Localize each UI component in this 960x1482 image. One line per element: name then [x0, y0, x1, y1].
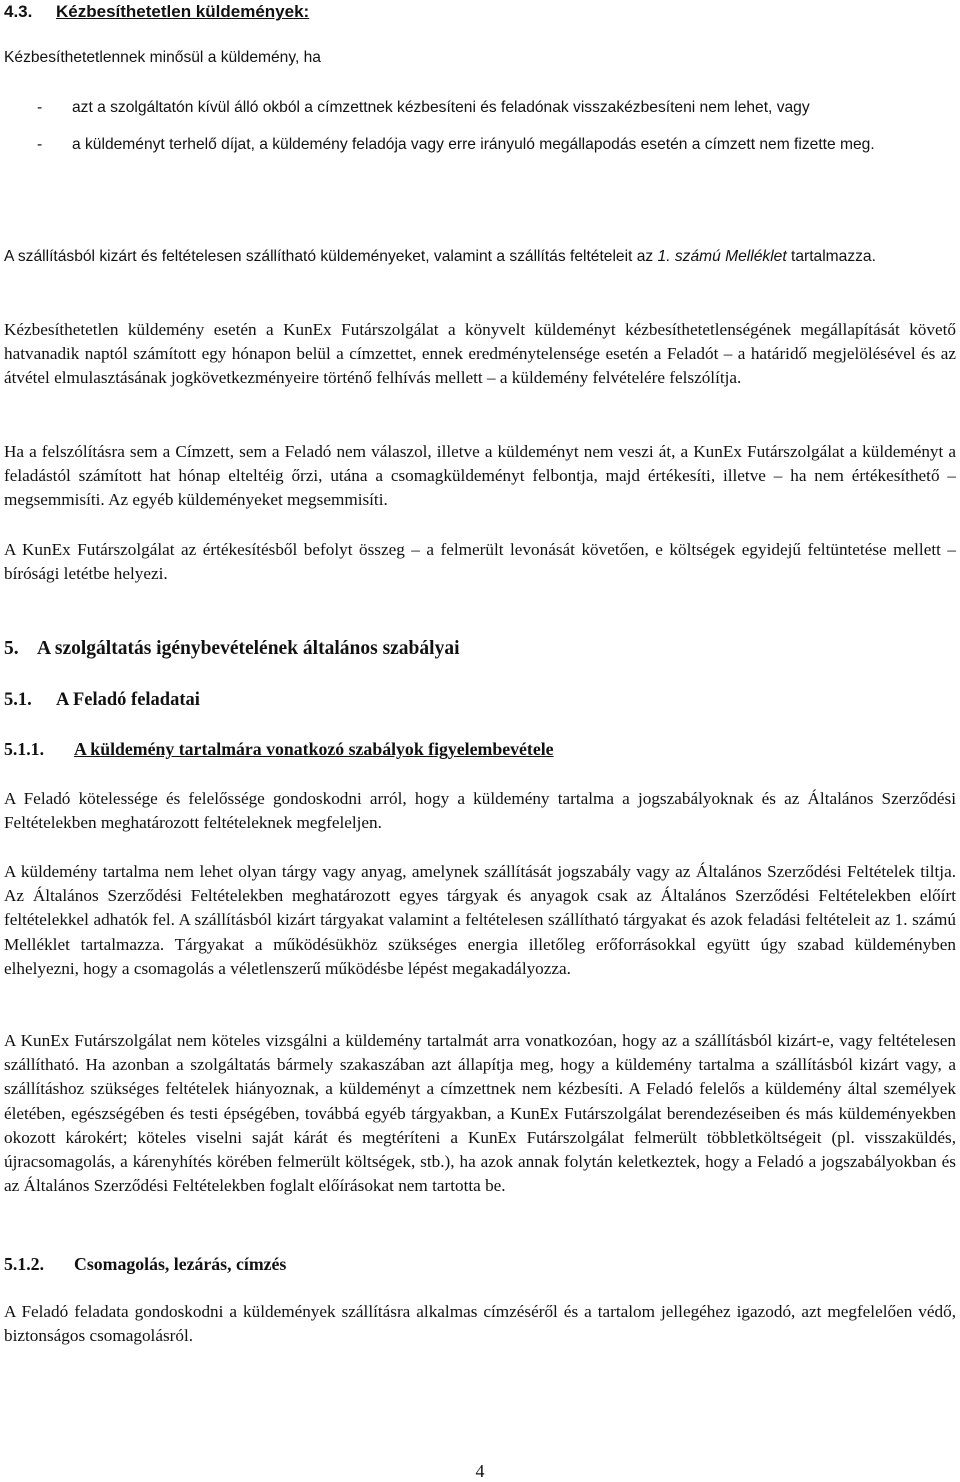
excluded-text-after: tartalmazza.: [786, 248, 876, 265]
heading-4-3-title: Kézbesíthetetlen küldemények:: [56, 2, 310, 21]
prohibited-content-paragraph: A küldemény tartalma nem lehet olyan tárgy vagy anyag, amelynek szállítását jogszabály vagy az Általános Szerződési Feltételek tiltja. Az Általános Szerződési Feltételekben meghatározott egyes tárgyak és anyagok csak az Általános Szerződési Feltételekben előírt feltételekkel adhatók fel. A szállításból kizárt tárgyakat valamint a feltételesen szállítható tárgyakat és azok feladási feltételeit az 1. számú Melléklet tartalmazza. Tárgyakat a működésükhöz szükséges energia illetőleg erőforrásokkal együtt úgy szabad küldeményben elhelyezni, hogy a csomagolás a véletlenszerű működésbe lépést megakadályozza.: [4, 862, 956, 978]
deposit-paragraph: A KunEx Futárszolgálat az értékesítésből befolyt összeg – a felmerült levonását követően, e költségek egyidejű feltüntetése mellett – bírósági letétbe helyezi.: [4, 540, 956, 584]
intro-sentence: Kézbesíthetetlennek minősül a küldemény, ha: [4, 49, 321, 66]
list-item-text: azt a szolgáltatón kívül álló okból a címzettnek kézbesíteni és feladónak visszakézbesíteni nem lehet, vagy: [72, 99, 810, 116]
bullet-list: [4, 96, 956, 157]
list-item-text: a küldeményt terhelő díjat, a küldemény feladója vagy erre irányuló megállapodás esetén a címzett nem fizette meg.: [72, 136, 875, 154]
heading-5-1-2-number: 5.1.2.: [4, 1254, 45, 1274]
heading-5-1-1-title: A küldemény tartalmára vonatkozó szabályok figyelembevétele: [74, 739, 554, 759]
heading-5-1-1: [4, 736, 956, 762]
dash-marker: -: [37, 99, 43, 116]
heading-5-1: [4, 687, 956, 713]
packaging-paragraph: A Feladó feladata gondoskodni a küldemények szállításra alkalmas címzéséről és a tartalom jellegéhez igazodó, azt megfelelően védő, biztonságos csomagolásról.: [4, 1302, 956, 1346]
heading-5-1-1-number: 5.1.1.: [4, 739, 45, 759]
list-item: [4, 133, 956, 157]
excluded-text-before: A szállításból kizárt és feltételesen szállítható küldeményeket, valamint a szállítás feltételeit az: [4, 248, 658, 265]
undeliverable-paragraph: Kézbesíthetetlen küldemény esetén a KunEx Futárszolgálat a könyvelt küldeményt kézbesíthetetlenségének megállapítását követő hatvanadik naptól számított egy hónapon belül a címzettet, ennek eredménytelensége esetén a Feladót – a határidő megjelölésével és az átvétel elmulasztásának jogkövetkezményeire történő felhívás mellett – a küldemény felvételére felszólítja.: [4, 320, 956, 388]
heading-4-3: [4, 0, 956, 24]
list-item: [4, 96, 956, 120]
heading-5-1-title: A Feladó feladatai: [56, 690, 200, 710]
notice-paragraph: Ha a felszólításra sem a Címzett, sem a Feladó nem válaszol, illetve a küldeményt nem veszi át, a KunEx Futárszolgálat a küldeményt a feladástól számított hat hónap elteltéig őrzi, utána a csomagküldeményt felbontja, majd értékesíti, illetve – ha nem értékesíthető – megsemmisíti. Az egyéb küldeményeket megsemmisíti.: [4, 442, 956, 510]
heading-5-title: A szolgáltatás igénybevételének általános szabályai: [37, 638, 460, 659]
heading-5-number: 5.: [4, 638, 19, 659]
sender-duty-paragraph: A Feladó kötelessége és felelőssége gondoskodni arról, hogy a küldemény tartalma a jogszabályoknak és az Általános Szerződési Feltételekben meghatározott feltételeknek megfeleljen.: [4, 789, 956, 833]
page-number: 4: [475, 1461, 485, 1481]
heading-4-3-number: 4.3.: [4, 2, 33, 21]
annex-reference: 1. számú Melléklet: [657, 248, 787, 265]
liability-paragraph: A KunEx Futárszolgálat nem köteles vizsgálni a küldemény tartalmát arra vonatkozóan, hogy az a szállításból kizárt-e, vagy feltételesen szállítható. Ha azonban a szolgáltatás bármely szakaszában azt állapítja meg, hogy a küldemény tartalma a szállításból kizárt vagy, a szállításhoz szükséges feltételek hiányoznak, a küldeményt a címzettnek nem kézbesíti. A Feladó felelős a küldemény által személyek életében, egészségében és testi épségében, továbbá egyéb tárgyakban, a KunEx Futárszolgálat berendezéseiben és más küldeményekben okozott károkért; köteles viselni saját kárát és megtéríteni a KunEx Futárszolgálat felmerült többletköltségeit (pl. visszaküldés, újracsomagolás, a kárenyhítés körében felmerült költségek, stb.), ha azok annak folytán keletkeztek, hogy a Feladó a jogszabályokban és az Általános Szerződési Feltételekben foglalt előírásokat nem tartotta be.: [4, 1031, 956, 1196]
excluded-items-paragraph: [4, 245, 960, 269]
heading-5-1-2-title: Csomagolás, lezárás, címzés: [74, 1254, 287, 1274]
dash-marker: -: [37, 136, 43, 154]
heading-5-1-2: [4, 1251, 956, 1277]
heading-5: [4, 636, 956, 662]
heading-5-1-number: 5.1.: [4, 690, 32, 710]
